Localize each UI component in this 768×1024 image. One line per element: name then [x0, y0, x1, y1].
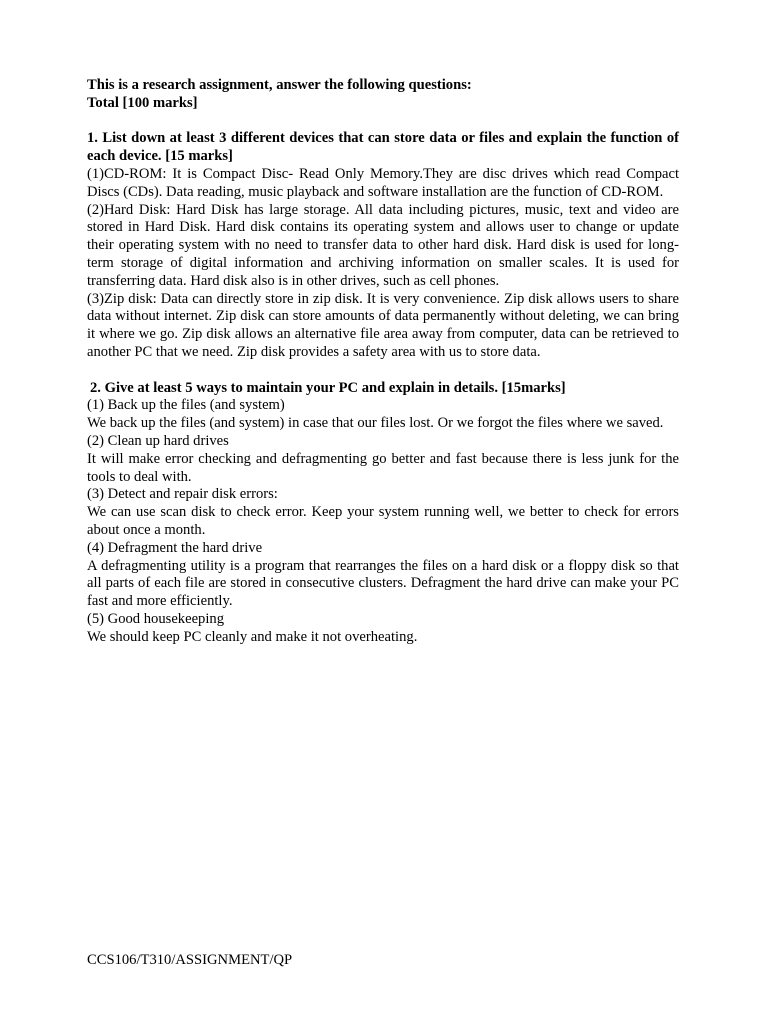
total-marks: Total [100 marks] — [87, 94, 198, 111]
q2-item-5-text: We should keep PC cleanly and make it not overheating. — [87, 628, 418, 645]
footer-document-code: CCS106/T310/ASSIGNMENT/QP — [87, 952, 293, 968]
q2-item-2-heading: (2) Clean up hard drives — [87, 432, 229, 449]
q2-item-2-text: It will make error checking and defragmenting go better and fast because there is less junk for the tools to deal with. — [87, 450, 679, 485]
assignment-intro: This is a research assignment, answer the following questions: — [87, 77, 472, 93]
q1-answer-cd-rom: (1)CD-ROM: It is Compact Disc- Read Only Memory.They are disc drives which read Compact Discs (CDs). Data reading, music playback and software installation are the function of CD-ROM. — [87, 165, 679, 200]
q1-answer-hard-disk: (2)Hard Disk: Hard Disk has large storage. All data including pictures, music, text and video are stored in Hard Disk. Hard disk contains its operating system and allows user to change or update their operating system with no need to transfer data to other hard disk. Hard disk is used for long-term storage of digital information and archiving information on smaller scales. It is used for transferring data. Hard disk also is in other drives, such as cell phones. — [87, 201, 679, 289]
q1-answer-zip-disk: (3)Zip disk: Data can directly store in zip disk. It is very convenience. Zip disk allows users to share data without internet. Zip disk can store amounts of data permanently without deleting, we can bring it where we go. Zip disk allows an alternative file area away from computer, data can be retrieved to another PC that we need. Zip disk provides a safety area with us to store data. — [87, 290, 679, 360]
q2-item-4-heading: (4) Defragment the hard drive — [87, 539, 263, 556]
question-2-title: 2. Give at least 5 ways to maintain your PC and explain in details. [15marks] — [90, 379, 566, 396]
q2-item-3-text: We can use scan disk to check error. Keep your system running well, we better to check for errors about once a month. — [87, 504, 679, 538]
spacer — [87, 113, 679, 131]
spacer — [87, 362, 679, 380]
document-body — [87, 77, 679, 647]
q2-item-3-heading: (3) Detect and repair disk errors: — [87, 486, 278, 503]
q2-item-4-text: A defragmenting utility is a program that rearranges the files on a hard disk or a floppy disk so that all parts of each file are stored in consecutive clusters. Defragment the hard drive can make your PC fast and more efficiently. — [87, 557, 679, 610]
q2-item-5-heading: (5) Good housekeeping — [87, 610, 224, 627]
q2-item-1-text: We back up the files (and system) in case that our files lost. Or we forgot the files where we saved. — [87, 415, 664, 432]
q2-item-1-heading: (1) Back up the files (and system) — [87, 397, 285, 414]
question-1-title: 1. List down at least 3 different devices that can store data or files and explain the function of each device. [15 marks] — [87, 130, 679, 165]
